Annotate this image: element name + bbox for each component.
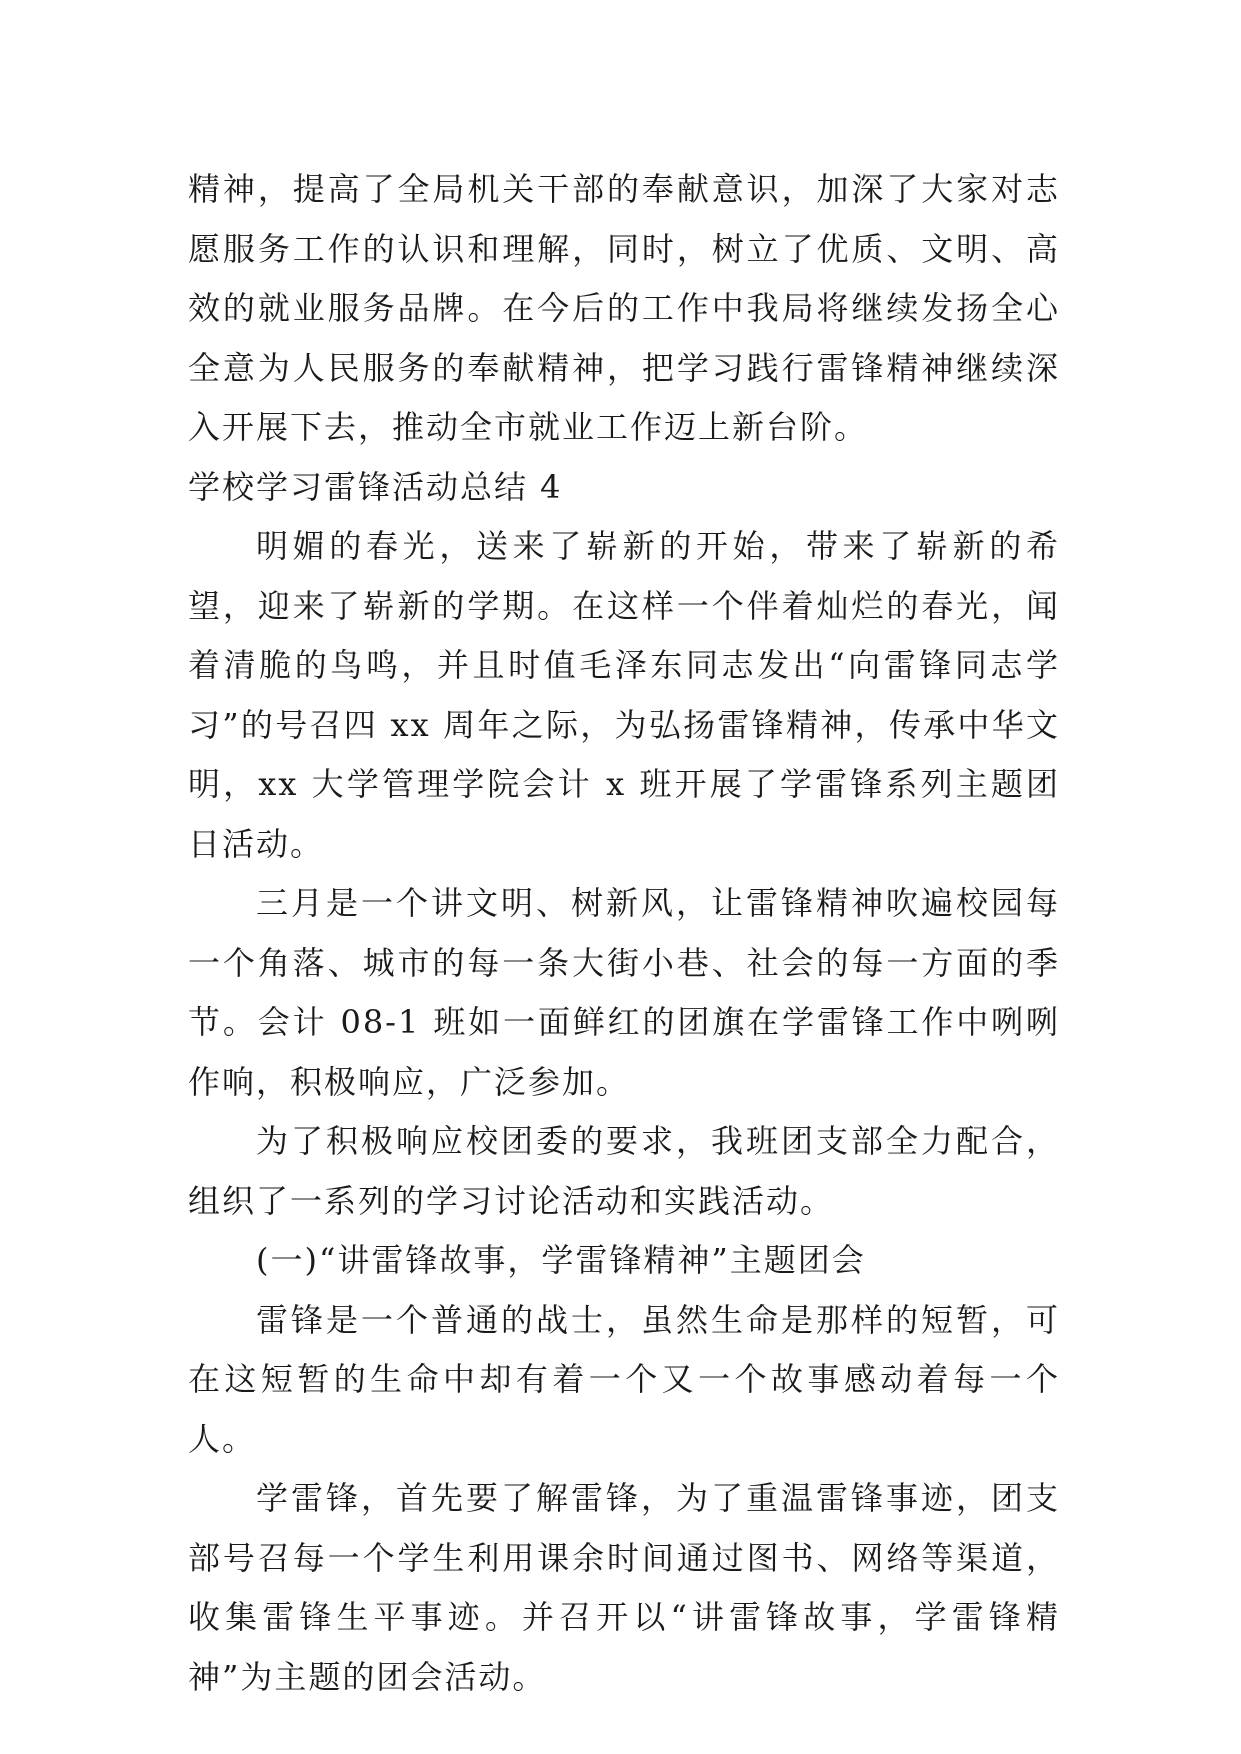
section-title: 学校学习雷锋活动总结 4 bbox=[188, 467, 563, 506]
document-body bbox=[188, 160, 1060, 1707]
paragraph: 雷锋是一个普通的战士，虽然生命是那样的短暂，可在这短暂的生命中却有着一个又一个故事感动着每一个人。 bbox=[188, 1300, 1060, 1458]
paragraph: 为了积极响应校团委的要求，我班团支部全力配合，组织了一系列的学习讨论活动和实践活动。 bbox=[188, 1122, 1060, 1220]
paragraph: 学雷锋，首先要了解雷锋，为了重温雷锋事迹，团支部号召每一个学生利用课余时间通过图书、网络等渠道，收集雷锋生平事迹。并召开以“讲雷锋故事，学雷锋精神”为主题的团会活动。 bbox=[188, 1479, 1060, 1696]
continued-paragraph: 精神，提高了全局机关干部的奉献意识，加深了大家对志愿服务工作的认识和理解，同时，树立了优质、文明、高效的就业服务品牌。在今后的工作中我局将继续发扬全心全意为人民服务的奉献精神，把学习践行雷锋精神继续深入开展下去，推动全市就业工作迈上新台阶。 bbox=[188, 170, 1060, 446]
subheading: (一)“讲雷锋故事，学雷锋精神”主题团会 bbox=[256, 1241, 866, 1279]
paragraph: 明媚的春光，送来了崭新的开始，带来了崭新的希望，迎来了崭新的学期。在这样一个伴着灿烂的春光，闻着清脆的鸟鸣，并且时值毛泽东同志发出“向雷锋同志学习”的号召四 xx 周年之际，为弘扬雷锋精神，传承中华文明，xx 大学管理学院会计 x 班开展了学雷锋系列主题团日活动。 bbox=[188, 527, 1060, 863]
paragraph: 三月是一个讲文明、树新风，让雷锋精神吹遍校园每一个角落、城市的每一条大街小巷、社会的每一方面的季节。会计 08-1 班如一面鲜红的团旗在学雷锋工作中咧咧作响，积极响应，广泛参加。 bbox=[188, 884, 1060, 1101]
